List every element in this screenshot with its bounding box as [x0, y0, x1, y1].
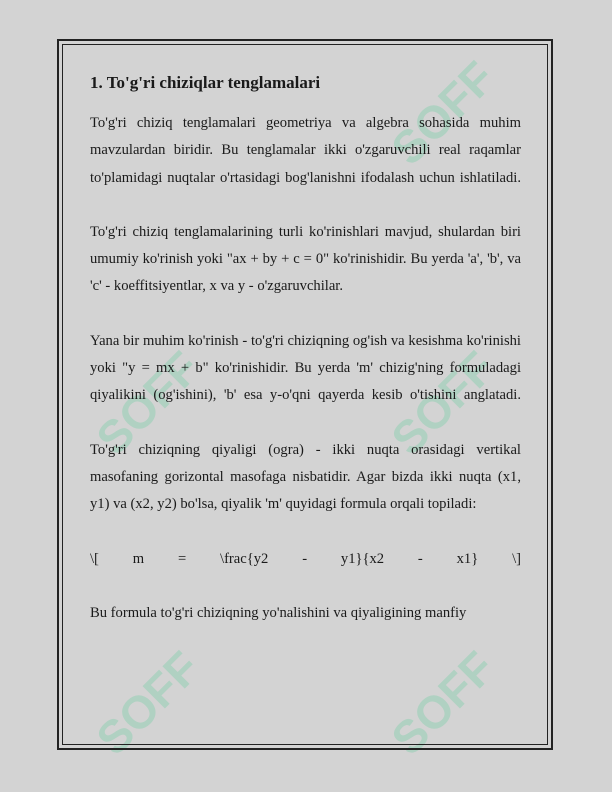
formula-line: \[ m = \frac{y2 - y1}{x2 - x1} \]: [90, 550, 521, 567]
paragraph: To'g'ri chiziq tenglamalari geometriya va algebra sohasida muhim mavzulardan biridir. Bu tenglamalar ikki o'zgaruvchili real raqamlar to'plamidagi nuqtalar o'rtasidagi bog'lanishni ifodalash uchun ishlatiladi.: [90, 115, 521, 186]
svg-text:SOFF: SOFF: [86, 341, 210, 465]
paragraph: To'g'ri chiziqning qiyaligi (ogra) - ikki nuqta orasidagi vertikal masofaning gorizontal masofaga nisbatidir. Agar bizda ikki nuqta (x1, y1) va (x2, y2) bo'lsa, qiyalik 'm' quyidagi formula orqali topiladi:: [90, 441, 521, 513]
svg-text:SOFF: SOFF: [86, 641, 210, 765]
svg-text:SOFF: SOFF: [381, 341, 505, 465]
paragraph: To'g'ri chiziq tenglamalarining turli ko'rinishlari mavjud, shulardan biri umumiy ko'rinish yoki "ax + by + c = 0" ko'rinishidir. Bu yerda 'a', 'b', va 'c' - koeffitsiyentlar, x va y - o'zgaruvchilar.: [90, 223, 521, 295]
section-heading: 1. To'g'ri chiziqlar tenglamalari: [90, 73, 321, 92]
document-body: [90, 70, 521, 654]
svg-text:SOFF: SOFF: [381, 51, 505, 175]
svg-text:SOFF: SOFF: [381, 641, 505, 765]
paragraph: Bu formula to'g'ri chiziqning yo'nalishini va qiyaligining manfiy: [90, 604, 467, 621]
paragraph: Yana bir muhim ko'rinish - to'g'ri chiziqning og'ish va kesishma ko'rinishi yoki "y = mx + b" ko'rinishidir. Bu yerda 'm' chizig'ning formuladagi qiyalikini (og'ishini), 'b' esa y-o'qni qayerda kesib o'tishini anglatadi.: [90, 332, 521, 404]
